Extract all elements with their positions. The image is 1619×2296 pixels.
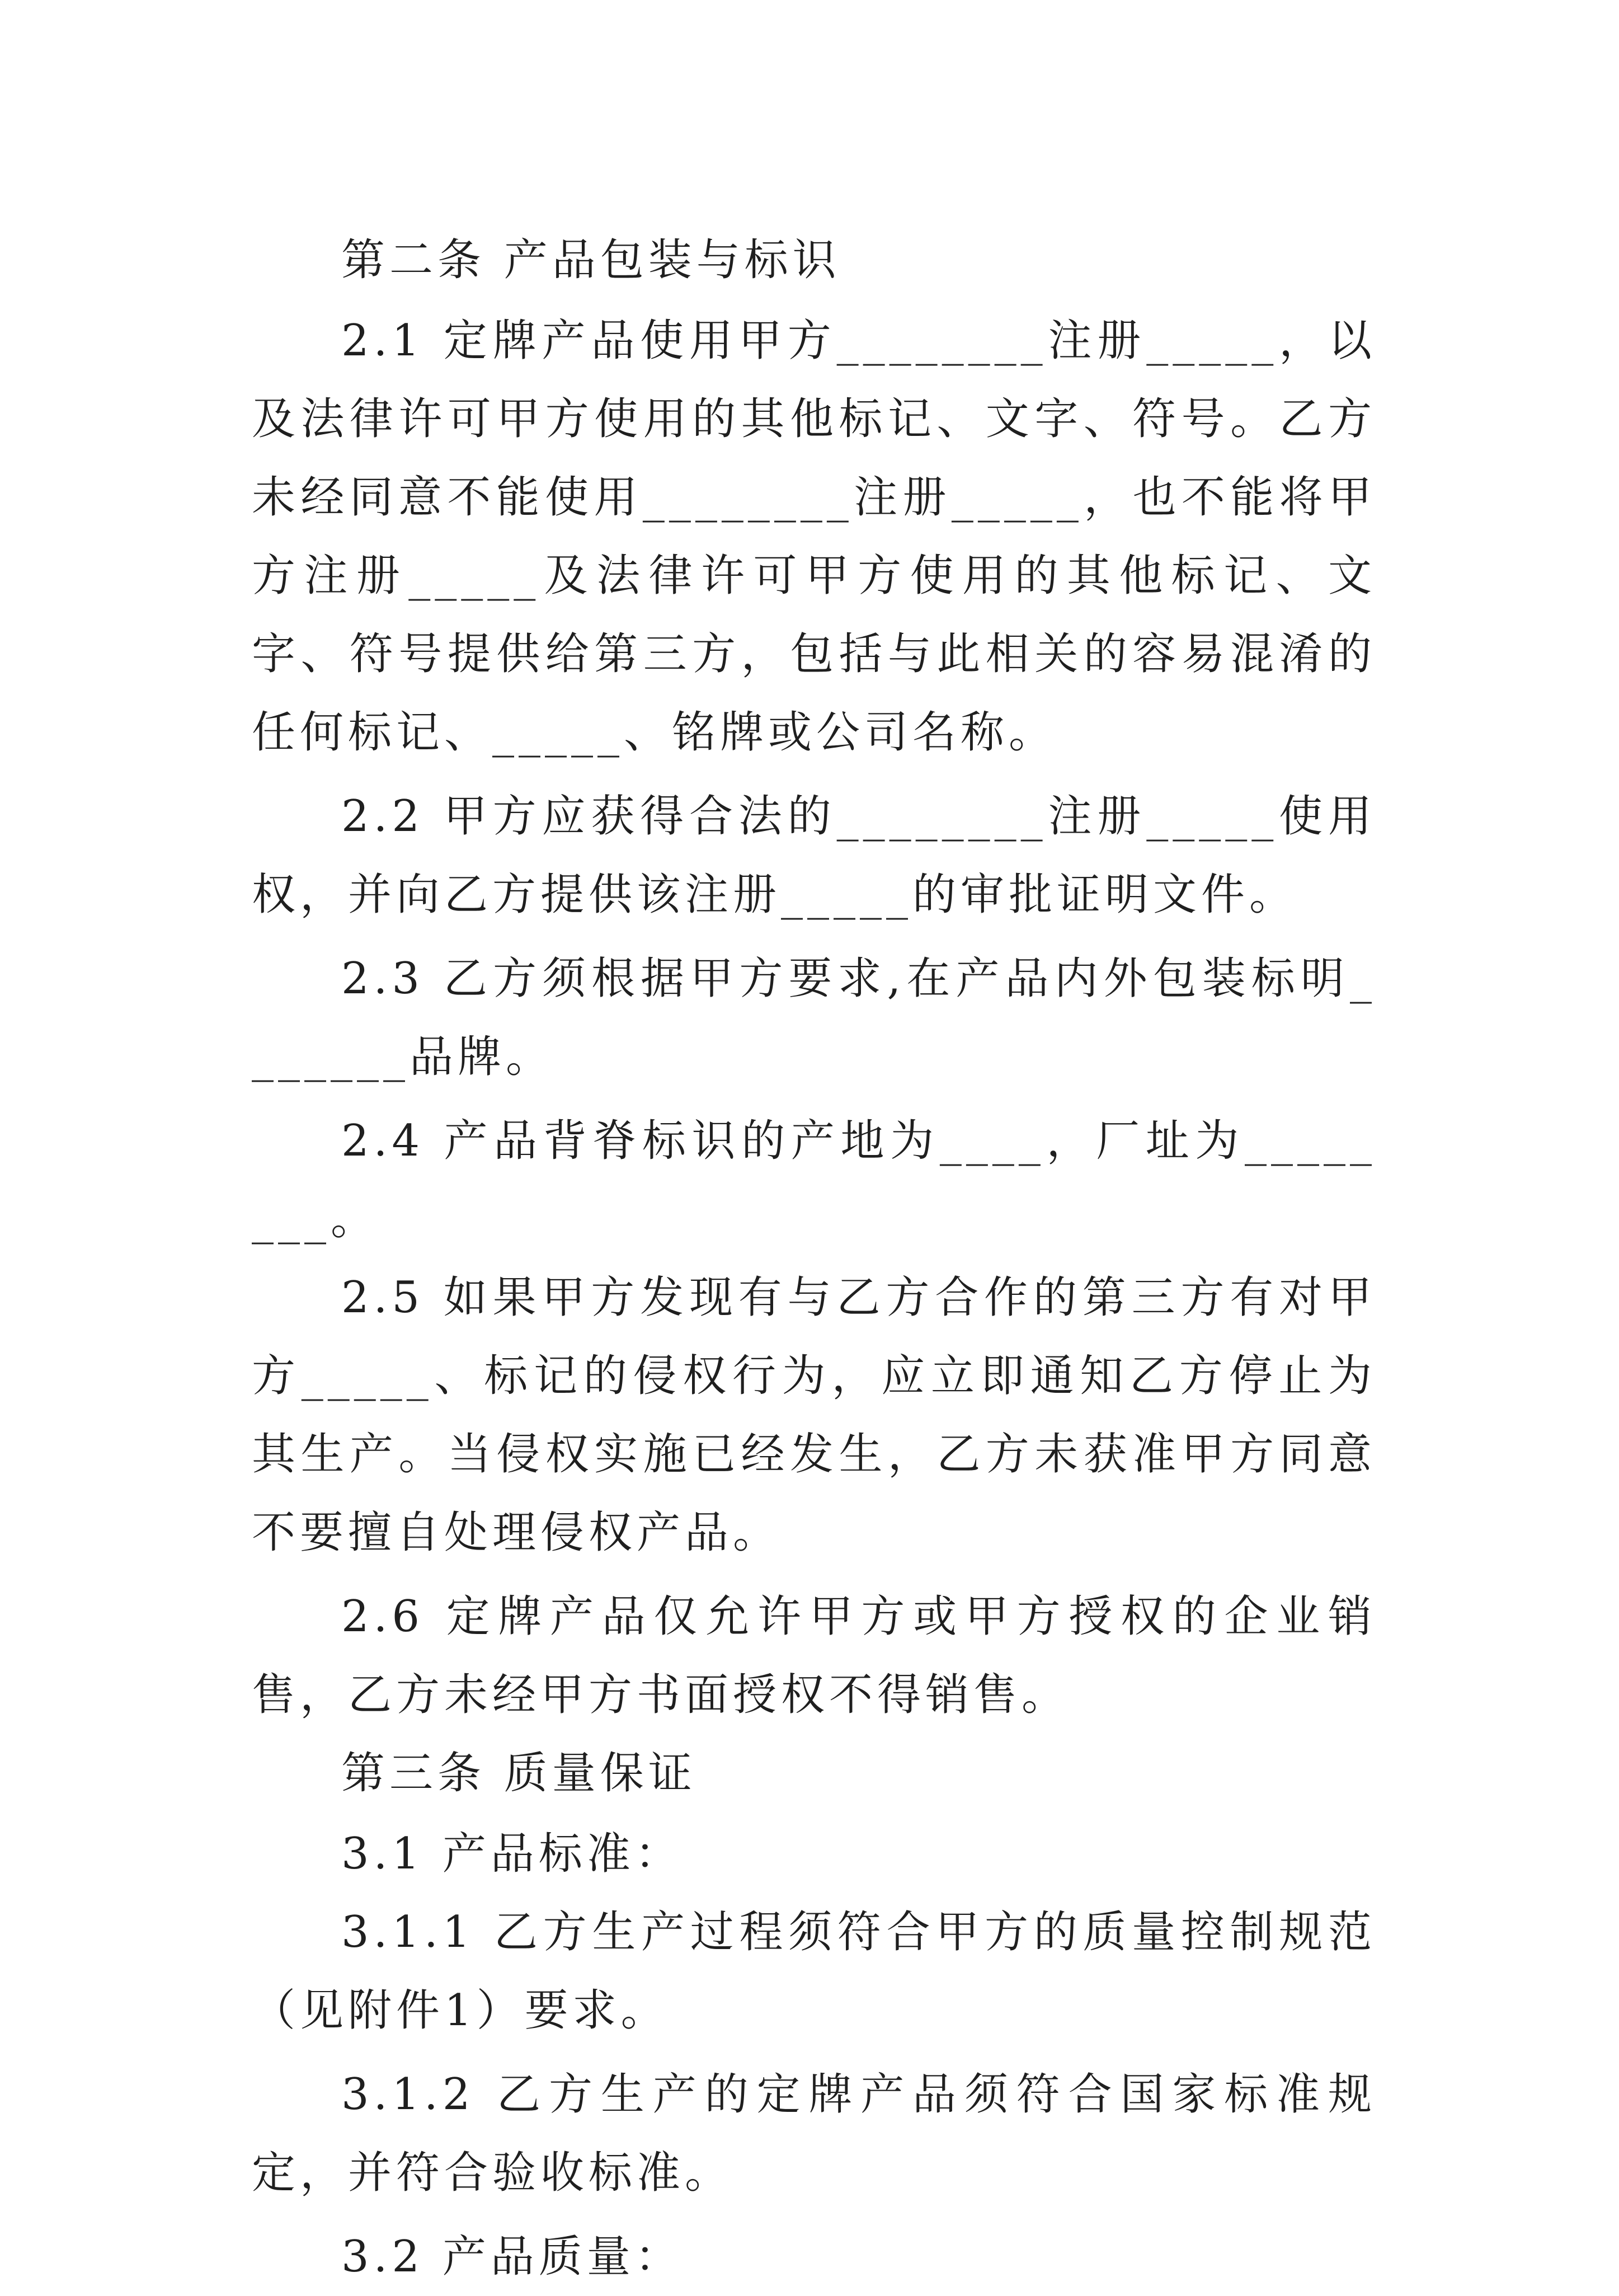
clause-3-1: 3.1 产品标准： bbox=[341, 1829, 683, 1879]
clause-2-4: 2.4 产品背脊标识的产地为____，厂址为________。 bbox=[252, 1116, 1376, 1245]
clause-3-1-1: 3.1.1 乙方生产过程须符合甲方的质量控制规范（见附件1）要求。 bbox=[252, 1907, 1376, 2036]
article-2-heading: 第二条 产品包装与标识 bbox=[341, 235, 841, 285]
clause-2-2: 2.2 甲方应获得合法的________注册_____使用权，并向乙方提供该注册_____的审批证明文件。 bbox=[252, 791, 1376, 920]
clause-2-1: 2.1 定牌产品使用甲方________注册_____，以及法律许可甲方使用的其他标记、文字、符号。乙方未经同意不能使用________注册_____，也不能将甲方注册_____及法律许可甲方使用的其他标记、文字、符号提供给第三方，包括与此相关的容易混淆的任何标记、_____、铭牌或公司名称。 bbox=[252, 316, 1376, 758]
clause-2-3: 2.3 乙方须根据甲方要求,在产品内外包装标明_______品牌。 bbox=[252, 954, 1376, 1082]
clause-3-2: 3.2 产品质量： bbox=[341, 2232, 683, 2282]
document-body bbox=[252, 221, 1376, 2296]
clause-2-6: 2.6 定牌产品仅允许甲方或甲方授权的企业销售，乙方未经甲方书面授权不得销售。 bbox=[252, 1591, 1376, 1720]
clause-2-5: 2.5 如果甲方发现有与乙方合作的第三方有对甲方_____、标记的侵权行为，应立即通知乙方停止为其生产。当侵权实施已经发生，乙方未获准甲方同意不要擅自处理侵权产品。 bbox=[252, 1273, 1376, 1558]
article-3-heading: 第三条 质量保证 bbox=[341, 1748, 696, 1799]
clause-3-1-2: 3.1.2 乙方生产的定牌产品须符合国家标准规定，并符合验收标准。 bbox=[252, 2069, 1376, 2198]
